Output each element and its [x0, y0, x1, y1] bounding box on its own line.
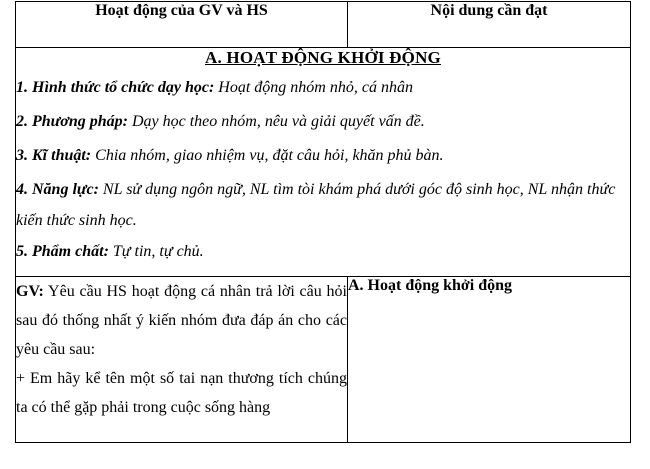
item-quality	[16, 242, 630, 262]
item-text: Dạy học theo nhóm, nêu và giải quyết vấn đề.	[127, 113, 425, 130]
teacher-activity-cell	[16, 277, 348, 443]
activity-row	[16, 277, 631, 443]
section-row	[16, 48, 631, 277]
bullet-question: + Em hãy kể tên một số tai nạn thương tích chúng ta có thể gặp phải trong cuộc sống hàng	[16, 370, 347, 416]
item-label: 4. Năng lực:	[16, 181, 99, 198]
section-title: A. HOẠT ĐỘNG KHỞI ĐỘNG	[205, 48, 441, 67]
item-label: 2. Phương pháp:	[16, 113, 128, 130]
gv-label: GV:	[16, 283, 44, 300]
item-technique	[16, 146, 630, 166]
item-text: Chia nhóm, giao nhiệm vụ, đặt câu hỏi, khăn phủ bàn.	[91, 147, 444, 164]
lesson-plan-table	[15, 1, 631, 443]
header-teacher-student-activity: Hoạt động của GV và HS	[16, 2, 348, 48]
item-label: 3. Kĩ thuật:	[16, 147, 92, 164]
item-label: 1. Hình thức tổ chức dạy học:	[16, 79, 215, 96]
item-text: Tự tin, tự chủ.	[108, 243, 204, 260]
item-organization-form	[16, 78, 630, 98]
item-text: NL sử dụng ngôn ngữ, NL tìm tòi khám phá dưới góc độ sinh học, NL nhận thức kiến thức sinh học.	[16, 181, 616, 229]
content-title: A. Hoạt động khởi động	[348, 277, 513, 294]
item-text: Hoạt động nhóm nhỏ, cá nhân	[214, 79, 413, 96]
table-header-row	[16, 2, 631, 48]
header-content-to-achieve: Nội dung cần đạt	[348, 2, 631, 48]
item-competency	[16, 174, 630, 236]
section-cell	[16, 48, 631, 277]
item-method	[16, 112, 630, 132]
item-label: 5. Phẩm chất:	[16, 243, 109, 260]
gv-text: Yêu cầu HS hoạt động cá nhân trả lời câu hỏi sau đó thống nhất ý kiến nhóm đưa đáp án cho các yêu cầu sau:	[16, 283, 347, 358]
gv-instruction	[16, 277, 347, 364]
content-cell	[348, 277, 631, 443]
